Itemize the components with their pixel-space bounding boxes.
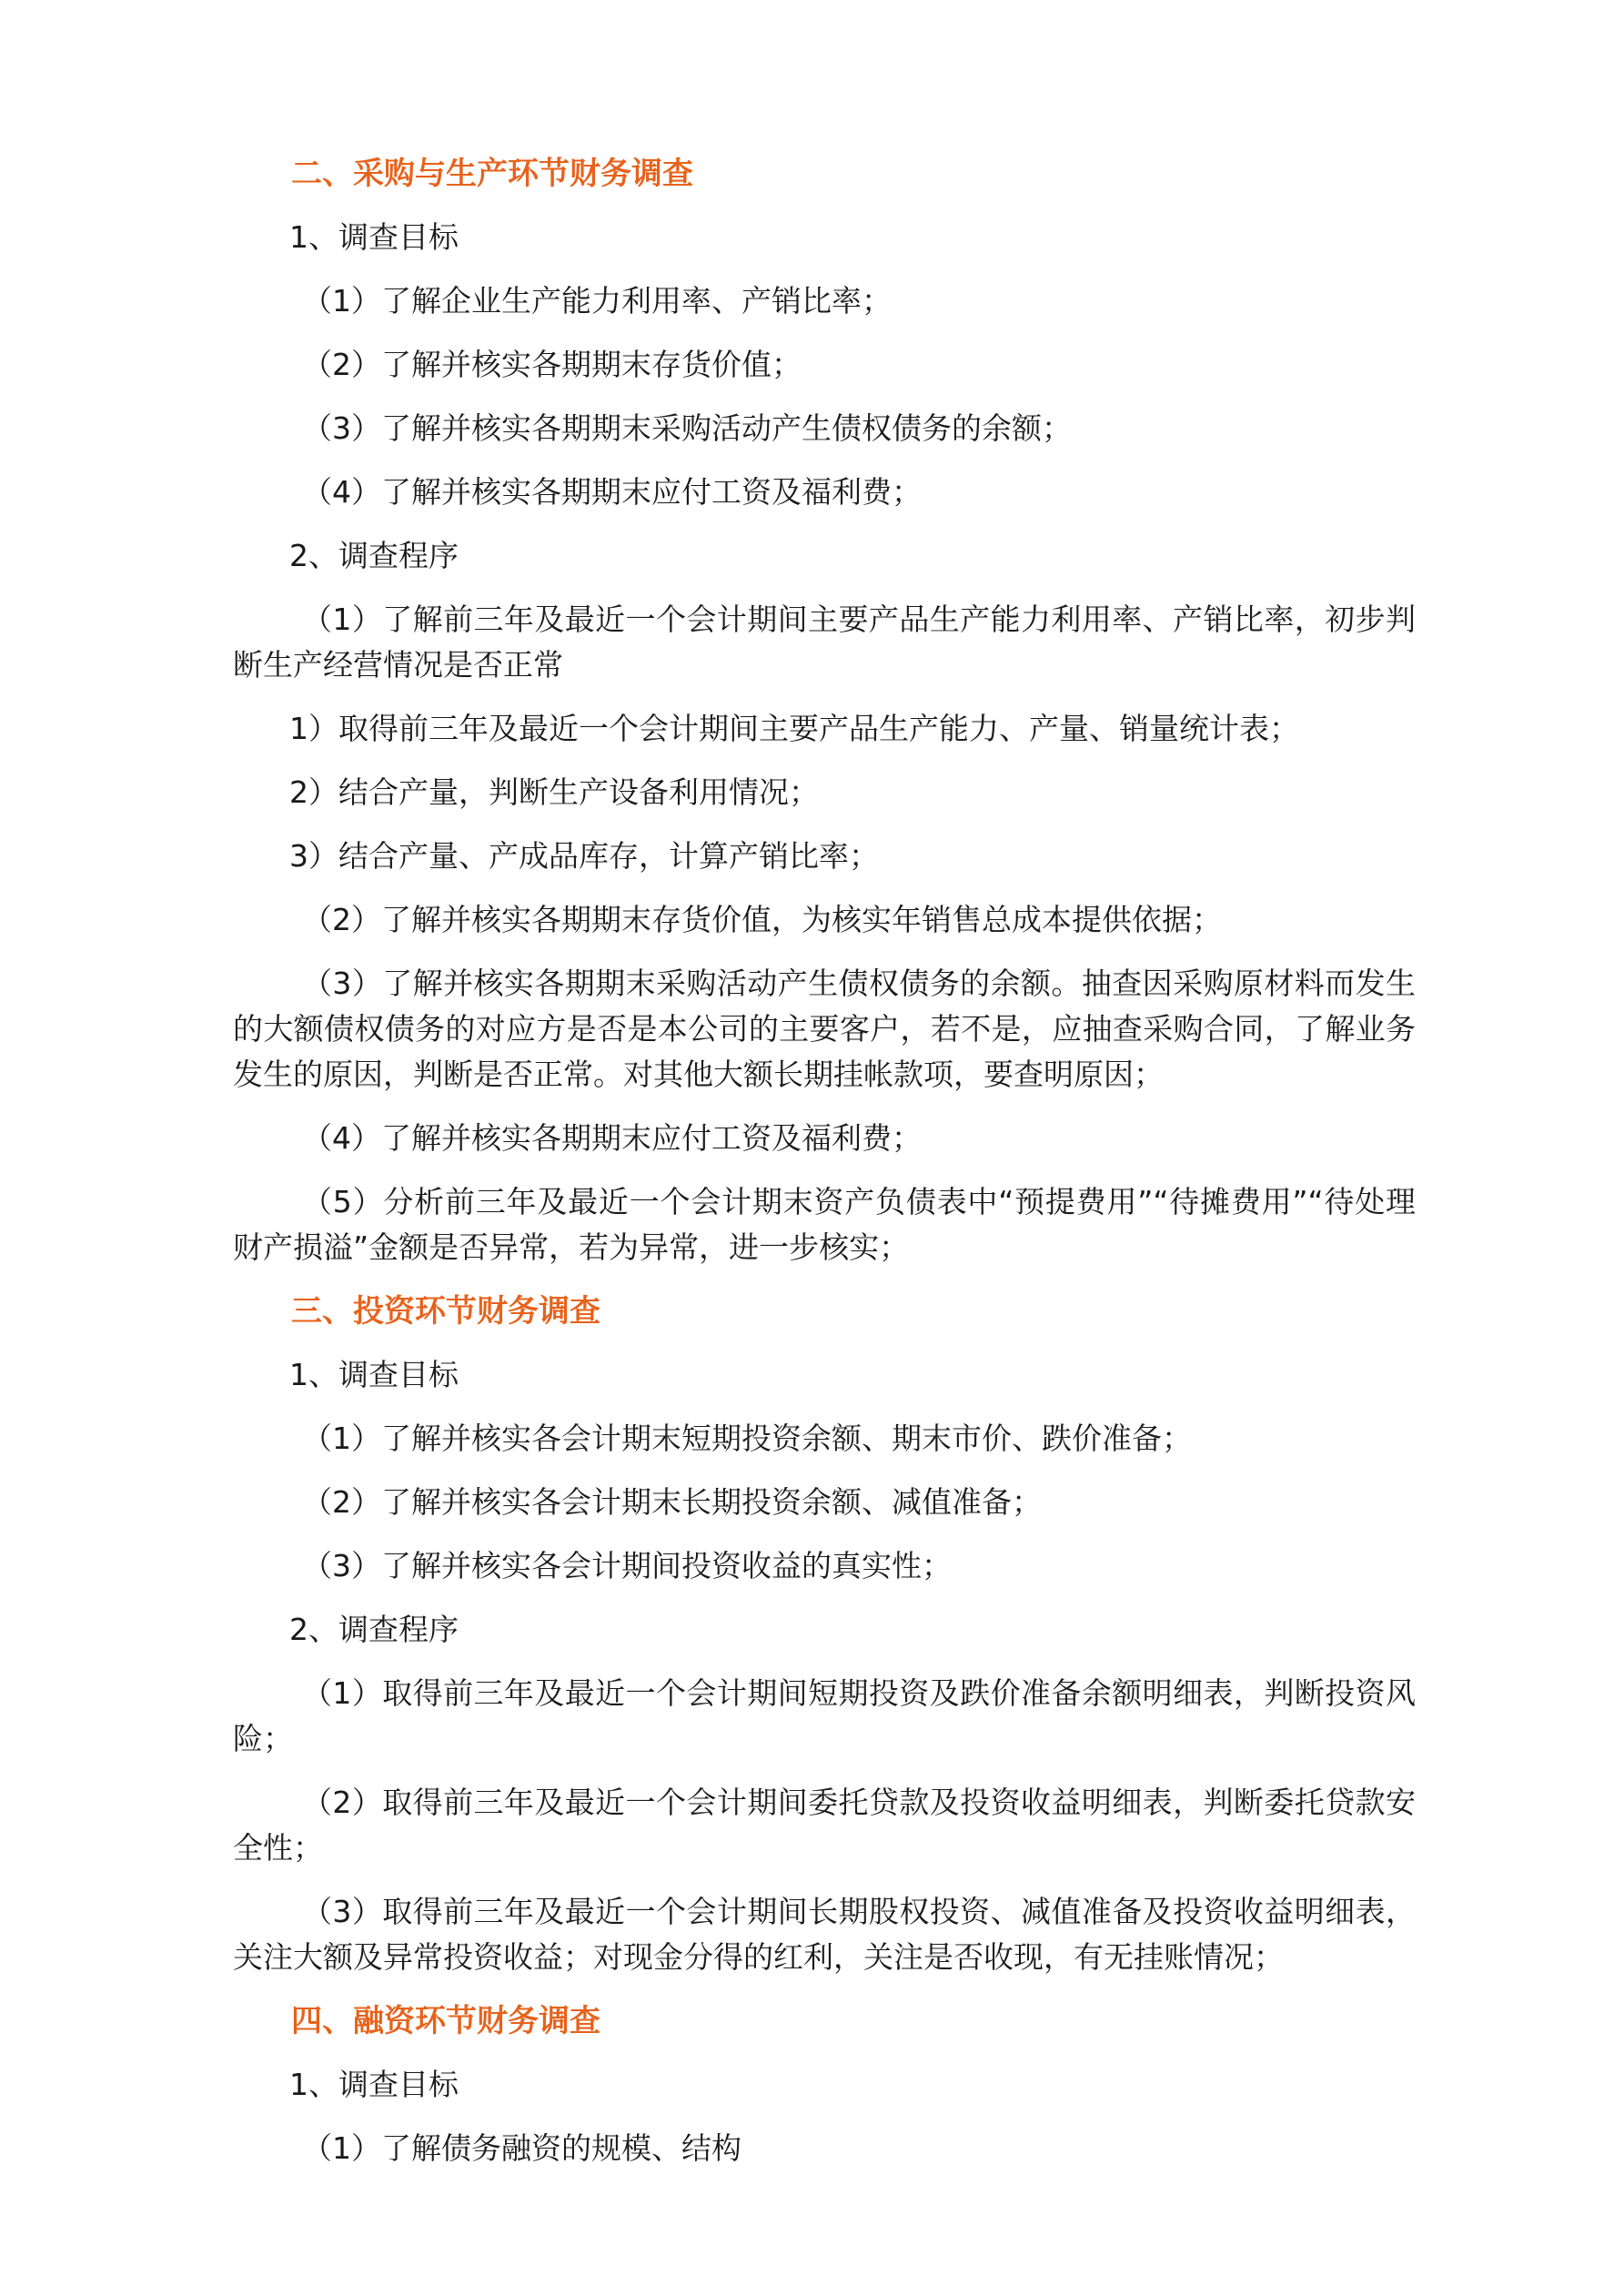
list-item: （2）了解并核实各期期末存货价值，为核实年销售总成本提供依据； bbox=[302, 902, 1222, 937]
section-heading-investment: 三、投资环节财务调查 bbox=[291, 1293, 600, 1330]
section-heading-procurement: 二、采购与生产环节财务调查 bbox=[291, 156, 693, 192]
list-item: （2）了解并核实各会计期末长期投资余额、减值准备； bbox=[302, 1484, 1042, 1520]
paragraph: （1）取得前三年及最近一个会计期间短期投资及跌价准备余额明细表，判断投资风险； bbox=[233, 1675, 1416, 1756]
list-item: 3）结合产量、产成品库存，计算产销比率； bbox=[289, 838, 879, 874]
paragraph: （3）了解并核实各期期末采购活动产生债权债务的余额。抽查因采购原材料而发生的大额债权债务的对应方是否是本公司的主要客户，若不是，应抽查采购合同，了解业务发生的原因，判断是否正常。对其他大额长期挂帐款项，要查明原因； bbox=[233, 966, 1416, 1092]
paragraph: （5）分析前三年及最近一个会计期末资产负债表中“预提费用”“待摊费用”“待处理财产损溢”金额是否异常，若为异常，进一步核实； bbox=[233, 1184, 1416, 1265]
document-body bbox=[233, 146, 1416, 2190]
list-item: （1）了解债务融资的规模、结构 bbox=[302, 2130, 741, 2166]
subheading-goals: 1、调查目标 bbox=[289, 219, 459, 255]
list-item: （4）了解并核实各期期末应付工资及福利费； bbox=[302, 474, 922, 510]
subheading-procedures: 2、调查程序 bbox=[289, 538, 459, 573]
list-item: （2）了解并核实各期期末存货价值； bbox=[302, 347, 802, 382]
list-item: （3）了解并核实各会计期间投资收益的真实性； bbox=[302, 1548, 952, 1583]
list-item: （1）了解并核实各会计期末短期投资余额、期末市价、跌价准备； bbox=[302, 1421, 1192, 1456]
subheading-procedures: 2、调查程序 bbox=[289, 1612, 459, 1647]
list-item: （3）了解并核实各期期末采购活动产生债权债务的余额； bbox=[302, 410, 1072, 446]
paragraph: （1）了解前三年及最近一个会计期间主要产品生产能力利用率、产销比率，初步判断生产经营情况是否正常 bbox=[233, 602, 1416, 683]
list-item: （4）了解并核实各期期末应付工资及福利费； bbox=[302, 1120, 922, 1156]
paragraph: （3）取得前三年及最近一个会计期间长期股权投资、减值准备及投资收益明细表，关注大额及异常投资收益；对现金分得的红利，关注是否收现，有无挂账情况； bbox=[233, 1894, 1416, 1975]
section-heading-financing: 四、融资环节财务调查 bbox=[291, 2003, 600, 2039]
subheading-goals: 1、调查目标 bbox=[289, 1357, 459, 1392]
list-item: 1）取得前三年及最近一个会计期间主要产品生产能力、产量、销量统计表； bbox=[289, 711, 1299, 746]
list-item: 2）结合产量，判断生产设备利用情况； bbox=[289, 774, 819, 810]
list-item: （1）了解企业生产能力利用率、产销比率； bbox=[302, 283, 892, 319]
paragraph: （2）取得前三年及最近一个会计期间委托贷款及投资收益明细表，判断委托贷款安全性； bbox=[233, 1785, 1416, 1866]
subheading-goals: 1、调查目标 bbox=[289, 2067, 459, 2102]
